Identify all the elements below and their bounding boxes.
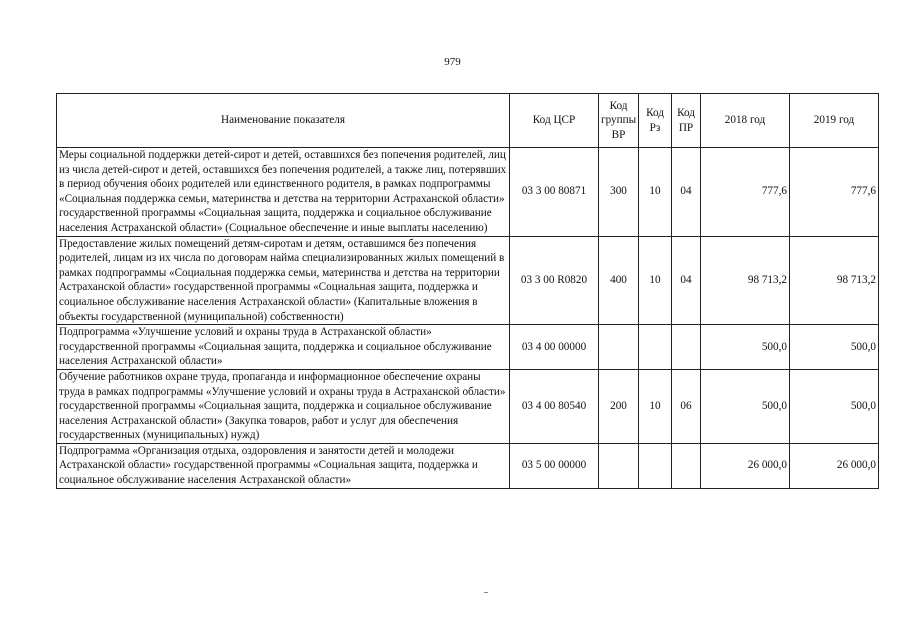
row-name: Предоставление жилых помещений детям-сиротам и детям, оставшимся без попечения родителей, лицам из их числа по договорам найма специализированных жилых помещений в рамках подпрограммы «Социальная поддержка семьи, материнства и детства на территории Астраханской области» государственной программы «Социальная защита, поддержка и социальное обслуживание населения Астраханской области» (Капитальные вложения в объекты государственной (муниципальной) собственности)	[57, 236, 510, 325]
header-name: Наименование показателя	[57, 94, 510, 148]
row-pr	[672, 325, 701, 370]
row-pr: 04	[672, 148, 701, 237]
row-name: Меры социальной поддержки детей-сирот и детей, оставшихся без попечения родителей, лиц из числа детей-сирот и детей, оставшихся без попечения родителей, а также лиц, потерявших в период обучения обоих родителей или единственного родителя, в рамках подпрограммы «Социальная поддержка семьи, материнства и детства на территории Астраханской области» государственной программы «Социальная защита, поддержка и социальное обслуживание населения Астраханской области» (Социальное обеспечение и иные выплаты населению)	[57, 148, 510, 237]
row-csr: 03 3 00 80871	[510, 148, 599, 237]
row-2019: 500,0	[790, 325, 879, 370]
row-name: Подпрограмма «Организация отдыха, оздоровления и занятости детей и молодежи Астраханской области» государственной программы «Социальная защита, поддержка и социальное обслуживание населения Астраханской области»	[57, 443, 510, 488]
table-row	[57, 325, 879, 370]
row-pr: 04	[672, 236, 701, 325]
row-pr	[672, 443, 701, 488]
header-rz: Код Рз	[639, 94, 672, 148]
header-2018: 2018 год	[701, 94, 790, 148]
row-rz: 10	[639, 148, 672, 237]
table-row	[57, 443, 879, 488]
row-2019: 500,0	[790, 369, 879, 443]
row-2018: 777,6	[701, 148, 790, 237]
row-vr	[599, 443, 639, 488]
header-pr: Код ПР	[672, 94, 701, 148]
row-csr: 03 4 00 80540	[510, 369, 599, 443]
row-rz	[639, 325, 672, 370]
table-row	[57, 148, 879, 237]
row-vr: 400	[599, 236, 639, 325]
header-csr: Код ЦСР	[510, 94, 599, 148]
row-vr: 300	[599, 148, 639, 237]
row-vr	[599, 325, 639, 370]
table-row	[57, 369, 879, 443]
header-vr: Код группы ВР	[599, 94, 639, 148]
header-row	[57, 94, 879, 148]
row-csr: 03 4 00 00000	[510, 325, 599, 370]
table-row	[57, 236, 879, 325]
row-csr: 03 3 00 R0820	[510, 236, 599, 325]
row-2018: 500,0	[701, 325, 790, 370]
row-2019: 26 000,0	[790, 443, 879, 488]
row-2019: 98 713,2	[790, 236, 879, 325]
row-name: Обучение работников охране труда, пропаганда и информационное обеспечение охраны труда в рамках подпрограммы «Улучшение условий и охраны труда в Астраханской области» государственной программы «Социальная защита, поддержка и социальное обслуживание населения Астраханской области» (Закупка товаров, работ и услуг для обеспечения государственных (муниципальных) нужд)	[57, 369, 510, 443]
row-name: Подпрограмма «Улучшение условий и охраны труда в Астраханской области» государственной программы «Социальная защита, поддержка и социальное обслуживание населения Астраханской области»	[57, 325, 510, 370]
row-rz	[639, 443, 672, 488]
page-number: 979	[444, 56, 461, 68]
row-2018: 500,0	[701, 369, 790, 443]
row-2018: 26 000,0	[701, 443, 790, 488]
row-pr: 06	[672, 369, 701, 443]
row-2019: 777,6	[790, 148, 879, 237]
scan-mark	[484, 592, 488, 593]
header-2019: 2019 год	[790, 94, 879, 148]
row-rz: 10	[639, 369, 672, 443]
row-rz: 10	[639, 236, 672, 325]
row-csr: 03 5 00 00000	[510, 443, 599, 488]
budget-table	[56, 93, 879, 489]
row-vr: 200	[599, 369, 639, 443]
row-2018: 98 713,2	[701, 236, 790, 325]
